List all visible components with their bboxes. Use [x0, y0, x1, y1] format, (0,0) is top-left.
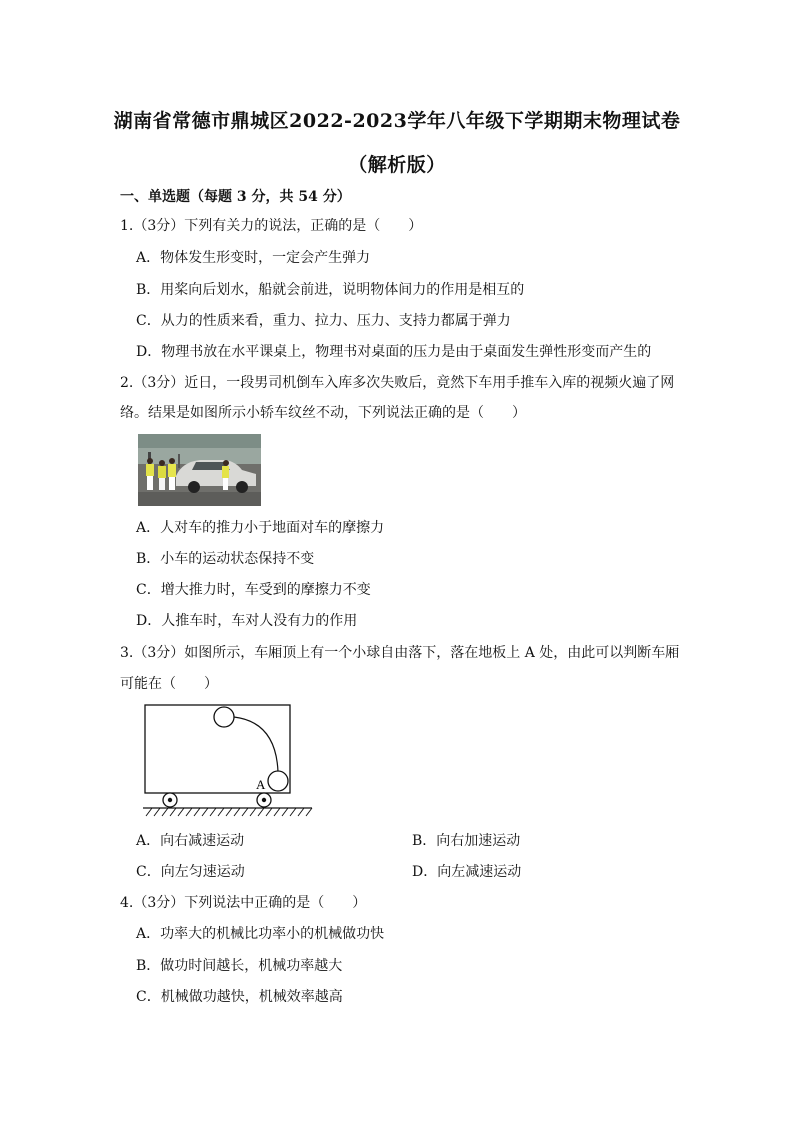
question-4-option-b: B．做功时间越长，机械功率越大	[136, 958, 343, 974]
ground-hatch	[146, 808, 312, 816]
question-1-option-a: A．物体发生形变时，一定会产生弹力	[136, 250, 371, 266]
question-3-option-d: D．向左减速运动	[412, 864, 522, 880]
question-2-stem-line2: 络。结果是如图所示小轿车纹丝不动，下列说法正确的是（ ）	[120, 405, 526, 421]
question-3-stem-line1: 3.（3分）如图所示，车厢顶上有一个小球自由落下，落在地板上 A 处，由此可以判断车厢	[120, 645, 680, 661]
point-a-label: A	[256, 777, 266, 792]
question-4-option-a: A．功率大的机械比功率小的机械做功快	[136, 926, 385, 942]
question-4-option-c: C．机械做功越快，机械效率越高	[136, 989, 343, 1005]
question-3-stem-line2: 可能在（ ）	[120, 676, 218, 692]
car-push-photo-drawing	[138, 434, 261, 506]
question-2-option-b: B．小车的运动状态保持不变	[136, 551, 315, 567]
question-1-option-d: D．物理书放在水平课桌上，物理书对桌面的压力是由于桌面发生弹性形变而产生的	[136, 344, 652, 360]
question-2-option-c: C．增大推力时，车受到的摩擦力不变	[136, 582, 371, 598]
ball-trajectory	[234, 717, 278, 772]
question-2-option-d: D．人推车时，车对人没有力的作用	[136, 613, 358, 629]
question-3-option-a: A．向右减速运动	[136, 833, 245, 849]
question-4-stem: 4.（3分）下列说法中正确的是（ ）	[120, 895, 367, 911]
train-car-diagram	[138, 700, 318, 829]
ball-top	[214, 707, 234, 727]
question-2-option-a: A．人对车的推力小于地面对车的摩擦力	[136, 520, 385, 536]
section-heading: 一、单选题（每题 3 分，共 54 分）	[120, 189, 351, 205]
question-1-option-c: C．从力的性质来看，重力、拉力、压力、支持力都属于弹力	[136, 313, 511, 329]
question-3-option-c: C．向左匀速运动	[136, 864, 245, 880]
question-2-stem-line1: 2.（3分）近日，一段男司机倒车入库多次失败后，竟然下车用手推车入库的视频火遍了网	[120, 375, 675, 391]
exam-subtitle: （解析版）	[348, 154, 446, 176]
ball-bottom	[268, 771, 288, 791]
question-1-option-b: B．用桨向后划水，船就会前进，说明物体间力的作用是相互的	[136, 282, 525, 298]
question-1-stem: 1.（3分）下列有关力的说法，正确的是（ ）	[120, 218, 423, 234]
question-3-option-b: B．向右加速运动	[412, 833, 521, 849]
car-push-photo	[138, 434, 261, 506]
exam-title: 湖南省常德市鼎城区2022-2023学年八年级下学期期末物理试卷	[113, 110, 681, 132]
train-car-drawing	[138, 700, 318, 825]
